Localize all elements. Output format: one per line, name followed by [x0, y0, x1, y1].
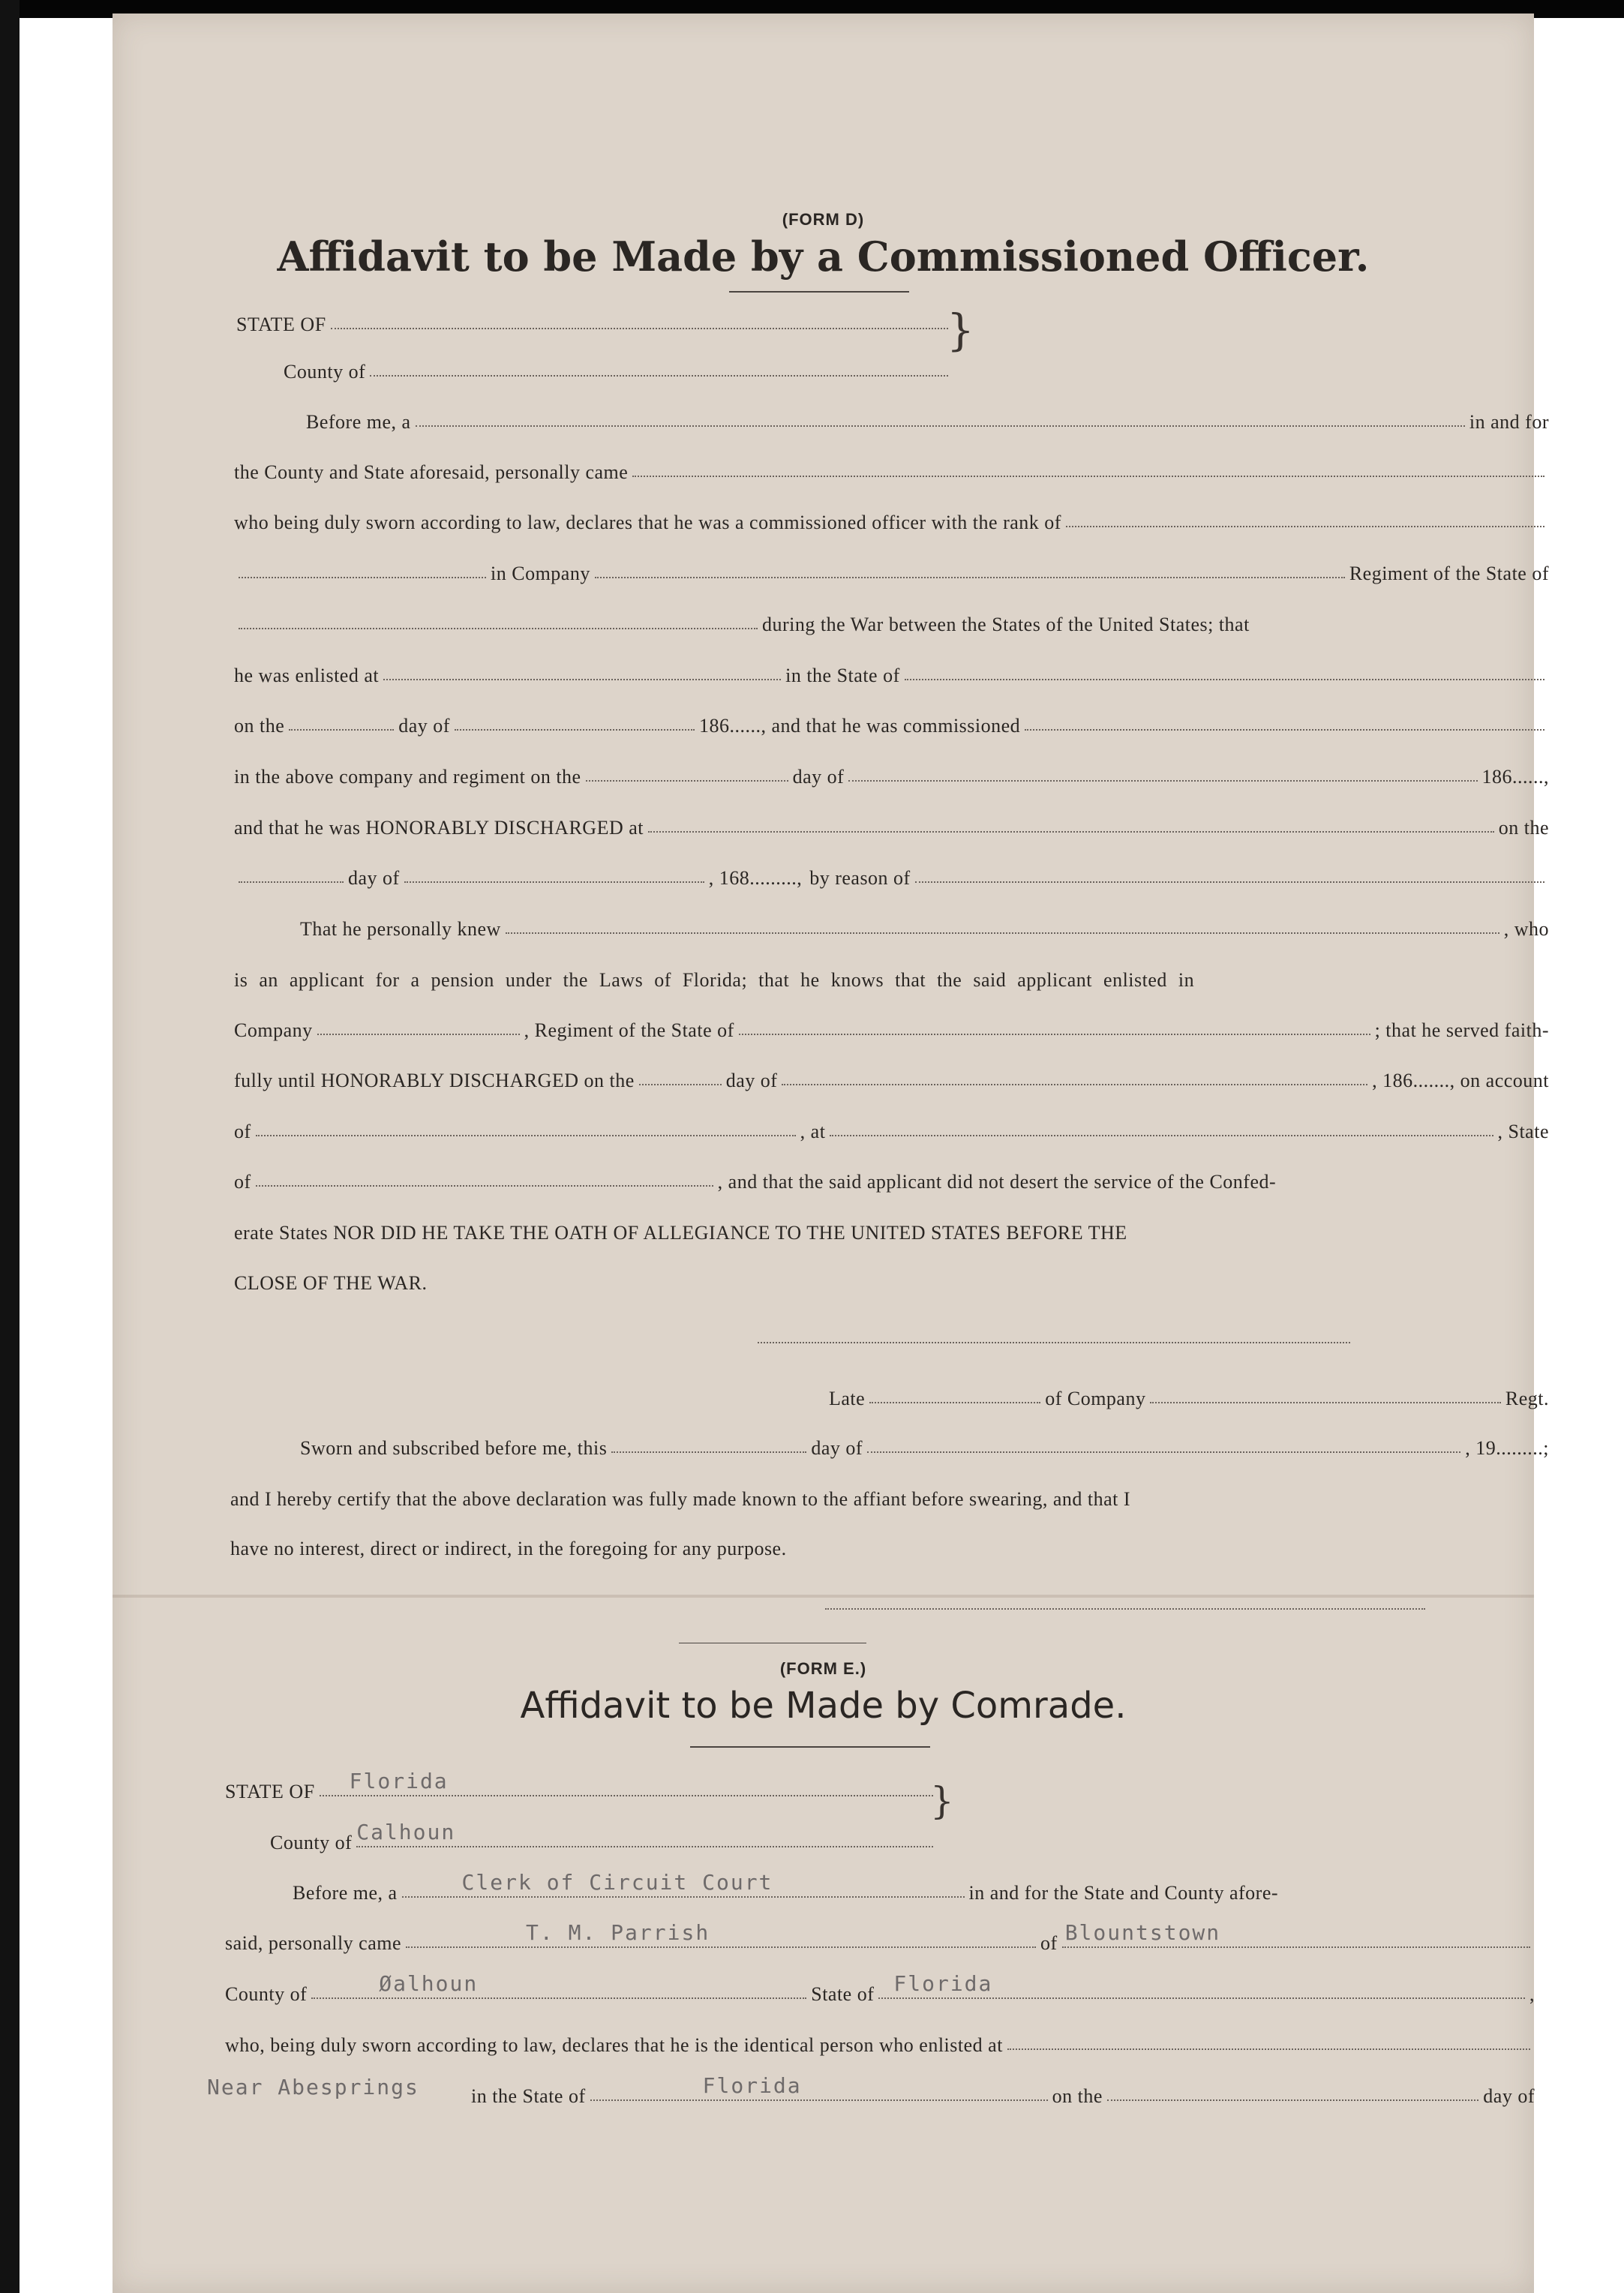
- e-state-of-row: [225, 1769, 938, 1803]
- state-value-2: Florida: [893, 1971, 993, 1996]
- form-e-title-rule: [690, 1746, 930, 1748]
- during-war-label: during the War between the States of the United States; that: [762, 614, 1250, 635]
- state-of-label: STATE OF: [236, 314, 326, 335]
- form-d-label: (FORM D): [782, 210, 865, 229]
- county-of-label: County of: [270, 1832, 353, 1853]
- personally-knew-label: That he personally knew: [300, 918, 501, 940]
- regt-label: Regt.: [1505, 1388, 1549, 1409]
- rank-label: who being duly sworn according to law, declares that he was a commissioned officer with the rank of: [234, 512, 1061, 533]
- in-company-label: in Company: [491, 563, 590, 584]
- year-label: , 168.........,: [708, 867, 803, 889]
- enlisted-at-field[interactable]: [1007, 2048, 1530, 2050]
- no-interest-label: have no interest, direct or indirect, in the foregoing for any purpose.: [230, 1538, 787, 1559]
- place-field[interactable]: [1062, 1920, 1530, 1948]
- county-value: Calhoun: [356, 1820, 456, 1844]
- enlisted-day-field[interactable]: [1107, 2099, 1478, 2101]
- company-label: Company: [234, 1019, 313, 1041]
- late-label: Late: [829, 1388, 866, 1409]
- in-state-of-label: in the State of: [471, 2085, 586, 2107]
- above-company-label: in the above company and regiment on the: [234, 766, 581, 788]
- in-and-for-label: in and for: [1469, 411, 1549, 433]
- comma-label: ,: [1529, 1983, 1535, 2005]
- regiment-state-label: , Regiment of the State of: [524, 1019, 734, 1041]
- close-of-war-label: CLOSE OF THE WAR.: [234, 1272, 428, 1294]
- fully-until-label: fully until HONORABLY DISCHARGED on the: [234, 1070, 635, 1091]
- did-not-desert-label: , and that the said applicant did not desert the service of the Confed-: [717, 1171, 1277, 1193]
- served-label: ; that he served faith-: [1374, 1019, 1549, 1041]
- enlisted-at-label: he was enlisted at: [234, 665, 380, 686]
- of-company-label: of Company: [1045, 1388, 1146, 1409]
- person-value: T. M. Parrish: [526, 1920, 710, 1945]
- commissioned-label: 186......, and that he was commissioned: [698, 715, 1021, 737]
- who-label: , who: [1503, 918, 1549, 940]
- state-field[interactable]: [320, 1769, 933, 1796]
- on-account-label: , 186......., on account: [1372, 1070, 1549, 1091]
- applicant-label: is an applicant for a pension under the Laws of Florida; that he knows that the said applicant enlisted in: [234, 969, 1195, 991]
- certify-label: and I hereby certify that the above declaration was fully made known to the affiant before swearing, and that I: [230, 1488, 1131, 1510]
- year-label: 186......,: [1481, 766, 1549, 788]
- state-of-label: STATE OF: [225, 1781, 315, 1802]
- enlisted-state-value: Florida: [702, 2073, 802, 2098]
- officer-field[interactable]: [402, 1870, 965, 1898]
- document-page: [113, 14, 1549, 2293]
- scan-edge-left: [0, 0, 20, 2293]
- form-e-label: (FORM E.): [779, 1659, 867, 1678]
- e-county-of-row: [270, 1820, 938, 1854]
- before-me-label: Before me, a: [293, 1882, 398, 1904]
- state-of-label: State of: [811, 1983, 875, 2005]
- day-of-label: day of: [725, 1070, 778, 1091]
- state-label: , State: [1497, 1121, 1549, 1142]
- form-e-title: Affidavit to be Made by Comrade.: [520, 1685, 1127, 1727]
- brace: }: [930, 1779, 954, 1823]
- day-of-label: day of: [811, 1437, 863, 1459]
- personally-came-label: said, personally came: [225, 1932, 402, 1954]
- enlisted-place-field[interactable]: [207, 2075, 467, 2101]
- e-sworn-row: [225, 2034, 1535, 2057]
- oath-label: erate States NOR DID HE TAKE THE OATH OF ALLEGIANCE TO THE UNITED STATES BEFORE THE: [234, 1222, 1127, 1244]
- enlisted-state-field[interactable]: [590, 2073, 1048, 2101]
- state-value: Florida: [349, 1769, 449, 1793]
- e-personally-came-row: [225, 1920, 1535, 1955]
- on-the-label: on the: [1052, 2085, 1103, 2107]
- person-field[interactable]: [406, 1920, 1036, 1948]
- by-reason-label: by reason of: [809, 867, 911, 889]
- on-the-label: on the: [234, 715, 285, 737]
- in-state-of-label: in the State of: [785, 665, 900, 686]
- form-e-section: [113, 14, 1534, 2293]
- regiment-state-label: Regiment of the State of: [1349, 563, 1549, 584]
- personally-came-label: the County and State aforesaid, personally came: [234, 461, 629, 483]
- place-value: Blountstown: [1064, 1920, 1221, 1945]
- day-of-label: day of: [398, 715, 450, 737]
- enlisted-place-value: Near Abesprings: [207, 2075, 419, 2099]
- year-label: , 19.........;: [1465, 1437, 1549, 1459]
- day-of-label: day of: [348, 867, 400, 889]
- day-of-label: day of: [1483, 2085, 1535, 2107]
- discharged-at-label: and that he was HONORABLY DISCHARGED at: [234, 817, 644, 839]
- on-the-label: on the: [1498, 817, 1549, 839]
- sworn-label: who, being duly sworn according to law, declares that he is the identical person who enlisted at: [225, 2034, 1003, 2056]
- county-of-label: County of: [225, 1983, 308, 2005]
- of-label: of: [1040, 1932, 1058, 1954]
- at-label: , at: [800, 1121, 826, 1142]
- e-county-state-row: [225, 1971, 1535, 2006]
- of-label: of: [234, 1121, 251, 1142]
- county-of-label: County of: [284, 361, 366, 383]
- of-label: of: [234, 1171, 251, 1193]
- officer-value: Clerk of Circuit Court: [461, 1870, 773, 1895]
- day-of-label: day of: [792, 766, 845, 788]
- state-field-2[interactable]: [878, 1971, 1525, 1999]
- brace: }: [947, 305, 974, 356]
- e-enlisted-row: [207, 2073, 1535, 2108]
- sworn-label: Sworn and subscribed before me, this: [300, 1437, 608, 1459]
- e-before-me-row: [293, 1870, 1535, 1904]
- before-me-label: Before me, a: [306, 411, 411, 433]
- county-field-2[interactable]: [311, 1971, 806, 1999]
- form-d-title: Affidavit to be Made by a Commissioned Officer.: [277, 233, 1370, 281]
- in-and-for-label: in and for the State and County afore-: [968, 1882, 1279, 1904]
- county-value-2: Øalhoun: [379, 1971, 479, 1996]
- county-field[interactable]: [356, 1820, 933, 1847]
